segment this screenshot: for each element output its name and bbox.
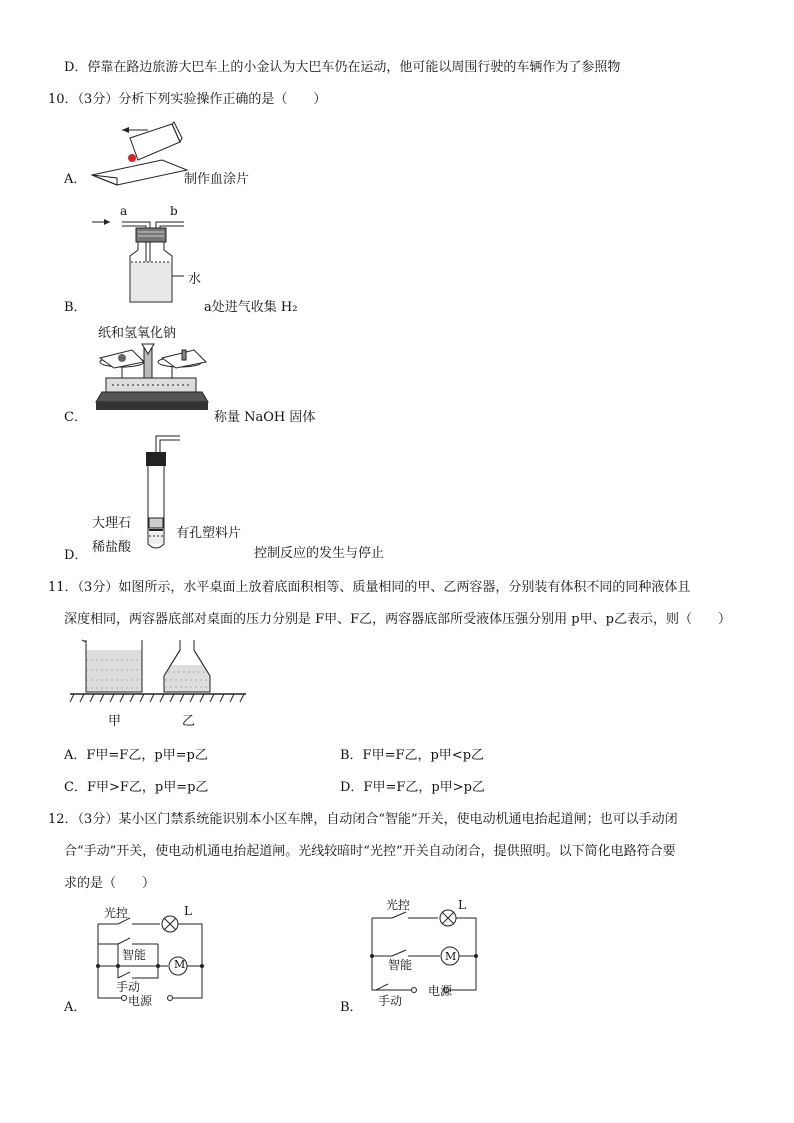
q10-a-figure	[92, 120, 192, 180]
q12-circuit-a	[92, 906, 212, 1006]
q11-option-a: A．F甲=F乙，p甲=p乙	[64, 748, 208, 763]
q10-d-label-acid: 稀盐酸	[92, 540, 132, 555]
q10-stem: 10．（3分）分析下列实验操作正确的是（ ）	[48, 92, 327, 107]
q10-option-b-caption: a处进气收集 H₂	[204, 300, 298, 315]
q12-a-label-guangkong: 光控	[104, 906, 129, 920]
q12-a-label-shoudong: 手动	[116, 980, 141, 994]
q10-option-c-letter: C．	[64, 410, 87, 425]
q10-option-d-letter: D．	[64, 548, 88, 563]
q12-stem-line2: 合“手动”开关，使电动机通电抬起道闸。光线较暗时“光控”开关自动闭合，提供照明。以下简化电路符合要	[64, 844, 676, 859]
q11-label-yi: 乙	[182, 714, 196, 729]
q10-option-c-caption: 称量 NaOH 固体	[214, 410, 316, 425]
q11-option-b: B．F甲=F乙，p甲<p乙	[340, 748, 485, 763]
q10-b-figure	[92, 214, 202, 306]
q12-b-label-shoudong: 手动	[378, 994, 403, 1008]
q11-option-d: D．F甲=F乙，p甲>p乙	[340, 780, 485, 795]
q12-circuit-b	[362, 902, 486, 1002]
q12-a-label-L: L	[184, 904, 192, 918]
q10-c-figure	[92, 340, 212, 416]
q9-option-d: D．停靠在路边旅游大巴车上的小金认为大巴车仍在运动，他可能以周围行驶的车辆作为了参照物	[64, 60, 621, 75]
q11-label-jia: 甲	[108, 714, 122, 729]
q10-c-label: 纸和氢氧化钠	[98, 326, 177, 341]
q12-option-a-letter: A．	[64, 1000, 87, 1015]
q12-stem-line1: 12．（3分）某小区门禁系统能识别本小区车牌，自动闭合“智能”开关，使电动机通电抬起道闸；也可以手动闭	[48, 812, 678, 827]
q12-b-label-zhineng: 智能	[388, 958, 413, 972]
q10-option-a-caption: 制作血涂片	[184, 172, 250, 187]
q10-b-label-water: 水	[188, 272, 202, 287]
q10-d-label-plate: 有孔塑料片	[176, 526, 242, 541]
q12-stem-line3: 求的是（ ）	[64, 876, 156, 891]
q11-stem-line1: 11．（3分）如图所示，水平桌面上放着底面积相等、质量相同的甲、乙两容器，分别装有体积不同的同种液体且	[48, 580, 691, 595]
q11-figure	[70, 636, 246, 704]
q10-option-d-caption: 控制反应的发生与停止	[254, 546, 385, 561]
q10-option-b-letter: B．	[64, 300, 87, 315]
q10-d-label-marble: 大理石	[92, 516, 132, 531]
q10-option-a-letter: A．	[64, 172, 87, 187]
q10-b-label-a: a	[120, 204, 128, 218]
q10-b-label-b: b	[170, 204, 178, 218]
q12-b-label-M: M	[445, 950, 457, 963]
q12-a-label-zhineng: 智能	[122, 948, 147, 962]
q12-b-label-guangkong: 光控	[386, 898, 411, 912]
q12-a-label-dianyuan: 电源	[128, 994, 153, 1008]
q11-stem-line2: 深度相同，两容器底部对桌面的压力分别是 F甲、F乙，两容器底部所受液体压强分别用 p甲、p乙表示，则（ ）	[64, 612, 731, 627]
q11-option-c: C．F甲>F乙，p甲=p乙	[64, 780, 209, 795]
q12-option-b-letter: B．	[340, 1000, 363, 1015]
q12-b-label-L: L	[458, 898, 466, 912]
q12-a-label-M: M	[174, 958, 186, 971]
q12-b-label-dianyuan: 电源	[428, 984, 453, 998]
